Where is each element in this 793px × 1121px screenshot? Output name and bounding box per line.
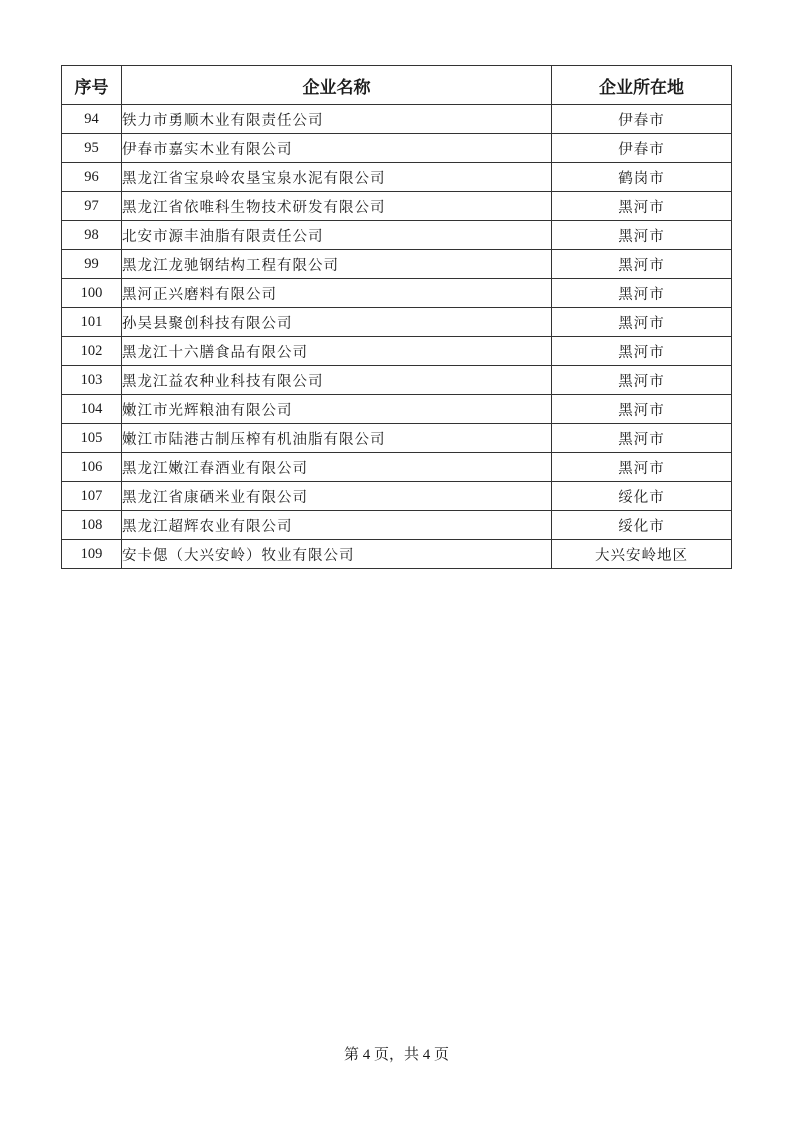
company-table (61, 65, 732, 569)
table-row (62, 221, 732, 250)
cell-serial-number: 96 (62, 163, 122, 192)
cell-company-location: 黑河市 (552, 366, 732, 395)
cell-company-name: 黑龙江省宝泉岭农垦宝泉水泥有限公司 (122, 163, 552, 192)
cell-company-location: 黑河市 (552, 250, 732, 279)
cell-serial-number: 103 (62, 366, 122, 395)
header-company-name: 企业名称 (122, 66, 552, 105)
cell-company-location: 伊春市 (552, 105, 732, 134)
cell-serial-number: 107 (62, 482, 122, 511)
cell-company-name: 黑龙江超辉农业有限公司 (122, 511, 552, 540)
cell-company-name: 孙吴县聚创科技有限公司 (122, 308, 552, 337)
cell-serial-number: 105 (62, 424, 122, 453)
cell-company-location: 绥化市 (552, 482, 732, 511)
table-row (62, 308, 732, 337)
header-serial-number: 序号 (62, 66, 122, 105)
cell-serial-number: 99 (62, 250, 122, 279)
table-row (62, 192, 732, 221)
cell-serial-number: 109 (62, 540, 122, 569)
table-row (62, 337, 732, 366)
cell-company-name: 黑龙江嫩江春酒业有限公司 (122, 453, 552, 482)
table-row (62, 250, 732, 279)
table-row (62, 453, 732, 482)
table-row (62, 424, 732, 453)
cell-serial-number: 100 (62, 279, 122, 308)
cell-company-location: 黑河市 (552, 337, 732, 366)
table-row (62, 279, 732, 308)
table-row (62, 105, 732, 134)
table-body (62, 105, 732, 569)
cell-company-name: 黑河正兴磨料有限公司 (122, 279, 552, 308)
table-row (62, 395, 732, 424)
cell-company-location: 鹤岗市 (552, 163, 732, 192)
cell-company-location: 黑河市 (552, 308, 732, 337)
cell-company-name: 安卡偲（大兴安岭）牧业有限公司 (122, 540, 552, 569)
cell-serial-number: 101 (62, 308, 122, 337)
cell-serial-number: 104 (62, 395, 122, 424)
cell-serial-number: 95 (62, 134, 122, 163)
cell-company-name: 黑龙江省康硒米业有限公司 (122, 482, 552, 511)
cell-company-location: 黑河市 (552, 192, 732, 221)
cell-company-name: 北安市源丰油脂有限责任公司 (122, 221, 552, 250)
cell-company-name: 黑龙江十六膳食品有限公司 (122, 337, 552, 366)
cell-serial-number: 97 (62, 192, 122, 221)
cell-company-location: 黑河市 (552, 453, 732, 482)
cell-company-location: 绥化市 (552, 511, 732, 540)
cell-company-name: 黑龙江龙驰钢结构工程有限公司 (122, 250, 552, 279)
cell-company-location: 黑河市 (552, 221, 732, 250)
table-row (62, 366, 732, 395)
table-row (62, 540, 732, 569)
cell-company-location: 伊春市 (552, 134, 732, 163)
cell-company-name: 嫩江市陆港古制压榨有机油脂有限公司 (122, 424, 552, 453)
page-footer: 第 4 页，共 4 页 (343, 1047, 449, 1063)
cell-company-location: 大兴安岭地区 (552, 540, 732, 569)
cell-company-name: 嫩江市光辉粮油有限公司 (122, 395, 552, 424)
cell-company-name: 铁力市勇顺木业有限责任公司 (122, 105, 552, 134)
cell-company-location: 黑河市 (552, 279, 732, 308)
cell-serial-number: 108 (62, 511, 122, 540)
table-row (62, 482, 732, 511)
cell-company-location: 黑河市 (552, 424, 732, 453)
cell-serial-number: 106 (62, 453, 122, 482)
cell-company-name: 伊春市嘉实木业有限公司 (122, 134, 552, 163)
cell-serial-number: 102 (62, 337, 122, 366)
table-row (62, 163, 732, 192)
cell-company-name: 黑龙江益农种业科技有限公司 (122, 366, 552, 395)
header-company-location: 企业所在地 (552, 66, 732, 105)
table-row (62, 134, 732, 163)
cell-company-name: 黑龙江省依唯科生物技术研发有限公司 (122, 192, 552, 221)
table-header-row (62, 66, 732, 105)
cell-serial-number: 98 (62, 221, 122, 250)
table-row (62, 511, 732, 540)
cell-serial-number: 94 (62, 105, 122, 134)
cell-company-location: 黑河市 (552, 395, 732, 424)
